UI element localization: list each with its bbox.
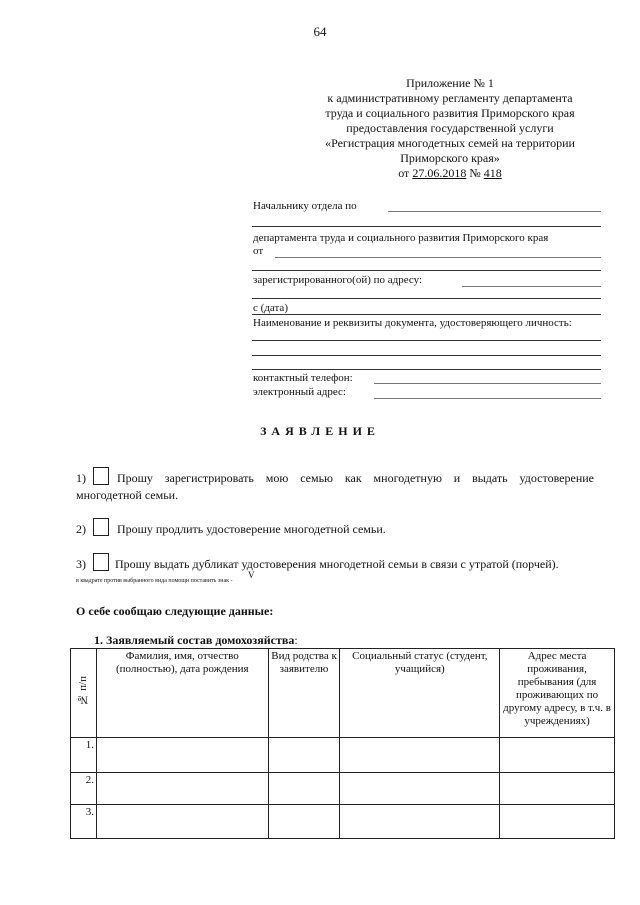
appendix-number-prefix: №: [469, 166, 481, 180]
appendix-line-3: труда и социального развития Приморского края: [325, 106, 575, 120]
chief-label: Начальнику отдела по: [253, 200, 357, 212]
email-label: электронный адрес:: [253, 386, 346, 398]
option-3-number: 3): [76, 557, 86, 571]
from-input-line[interactable]: [275, 257, 601, 258]
document-title: ЗАЯВЛЕНИЕ: [260, 424, 380, 438]
since-input-line[interactable]: [252, 314, 601, 315]
cell-full-name[interactable]: [96, 773, 268, 805]
table-header-row: [71, 649, 615, 738]
appendix-line-1: Приложение № 1: [406, 76, 494, 90]
cell-full-name[interactable]: [96, 805, 268, 839]
page-number: 64: [313, 24, 327, 39]
cell-relationship[interactable]: [268, 738, 340, 773]
document-input-line-1[interactable]: [252, 340, 601, 341]
appendix-line-5: «Регистрация многодетных семей на территории: [325, 136, 575, 150]
table-row: [71, 738, 615, 773]
cell-address[interactable]: [500, 738, 615, 773]
cell-social-status[interactable]: [340, 738, 500, 773]
cell-full-name[interactable]: [96, 738, 268, 773]
phone-label: контактный телефон:: [253, 372, 353, 384]
cell-address[interactable]: [500, 773, 615, 805]
option-1-text-continued: многодетной семьи.: [76, 488, 179, 502]
option-2-checkbox[interactable]: [93, 518, 109, 536]
checkmark-v-icon: V: [248, 570, 255, 580]
row-number: 1.: [71, 738, 97, 773]
header-address: Адрес места проживания, пребывания (для проживающих по другому адресу, в т.ч. в учреждениях): [500, 649, 615, 738]
address-input-line[interactable]: [462, 286, 601, 287]
cell-relationship[interactable]: [268, 805, 340, 839]
household-table: [70, 648, 615, 839]
appendix-line-2: к административному регламенту департамента: [327, 91, 573, 105]
table-row: [71, 773, 615, 805]
appendix-date-line: [300, 166, 600, 181]
address-input-line-2[interactable]: [252, 298, 601, 299]
option-1-checkbox[interactable]: [93, 467, 109, 485]
appendix-date-prefix: от: [398, 166, 410, 180]
header-relationship: Вид родства к заявителю: [268, 649, 340, 738]
section-1-heading: [94, 633, 298, 648]
appendix-block: [300, 76, 600, 181]
from-label: от: [253, 245, 264, 257]
from-input-line-2[interactable]: [252, 270, 601, 271]
checkbox-instruction-note: в квадрате против выбранного вида помощи поставить знак -: [76, 578, 233, 584]
chief-input-line-2[interactable]: [252, 226, 601, 227]
row-number: 3.: [71, 805, 97, 839]
chief-input-line[interactable]: [388, 211, 601, 212]
cell-social-status[interactable]: [340, 805, 500, 839]
since-label: с (дата): [253, 302, 288, 314]
appendix-line-4: предоставления государственной услуги: [346, 121, 554, 135]
document-label: Наименование и реквизиты документа, удостоверяющего личность:: [253, 317, 572, 329]
document-input-line-2[interactable]: [252, 355, 601, 356]
header-number: [71, 649, 97, 738]
department-label: департамента труда и социального развития Приморского края: [253, 232, 549, 244]
registered-label: зарегистрированного(ой) по адресу:: [253, 274, 423, 286]
section-1-suffix: :: [294, 633, 298, 647]
option-1-text: Прошу зарегистрировать мою семью как многодетную и выдать удостоверение: [117, 471, 594, 485]
section-1-title: Заявляемый состав домохозяйства: [106, 633, 295, 647]
option-3-text: Прошу выдать дубликат удостоверения многодетной семьи в связи с утратой (порчей).: [115, 557, 559, 571]
option-3-checkbox[interactable]: [93, 553, 109, 571]
cell-relationship[interactable]: [268, 773, 340, 805]
phone-input-line[interactable]: [374, 383, 601, 384]
row-number: 2.: [71, 773, 97, 805]
appendix-line-6: Приморского края»: [400, 151, 500, 165]
about-heading: О себе сообщаю следующие данные:: [76, 604, 274, 618]
email-input-line[interactable]: [374, 398, 601, 399]
header-number-label: № п/п: [76, 676, 89, 706]
option-1-number: 1): [76, 471, 86, 485]
cell-address[interactable]: [500, 805, 615, 839]
header-full-name: Фамилия, имя, отчество (полностью), дата рождения: [96, 649, 268, 738]
appendix-number: 418: [483, 166, 502, 180]
document-input-line-3[interactable]: [252, 369, 601, 370]
section-1-number: 1.: [94, 633, 103, 647]
cell-social-status[interactable]: [340, 773, 500, 805]
option-2-number: 2): [76, 522, 86, 536]
table-row: [71, 805, 615, 839]
option-2-text: Прошу продлить удостоверение многодетной семьи.: [117, 522, 386, 536]
header-social-status: Социальный статус (студент, учащийся): [340, 649, 500, 738]
appendix-date: 27.06.2018: [412, 166, 467, 180]
